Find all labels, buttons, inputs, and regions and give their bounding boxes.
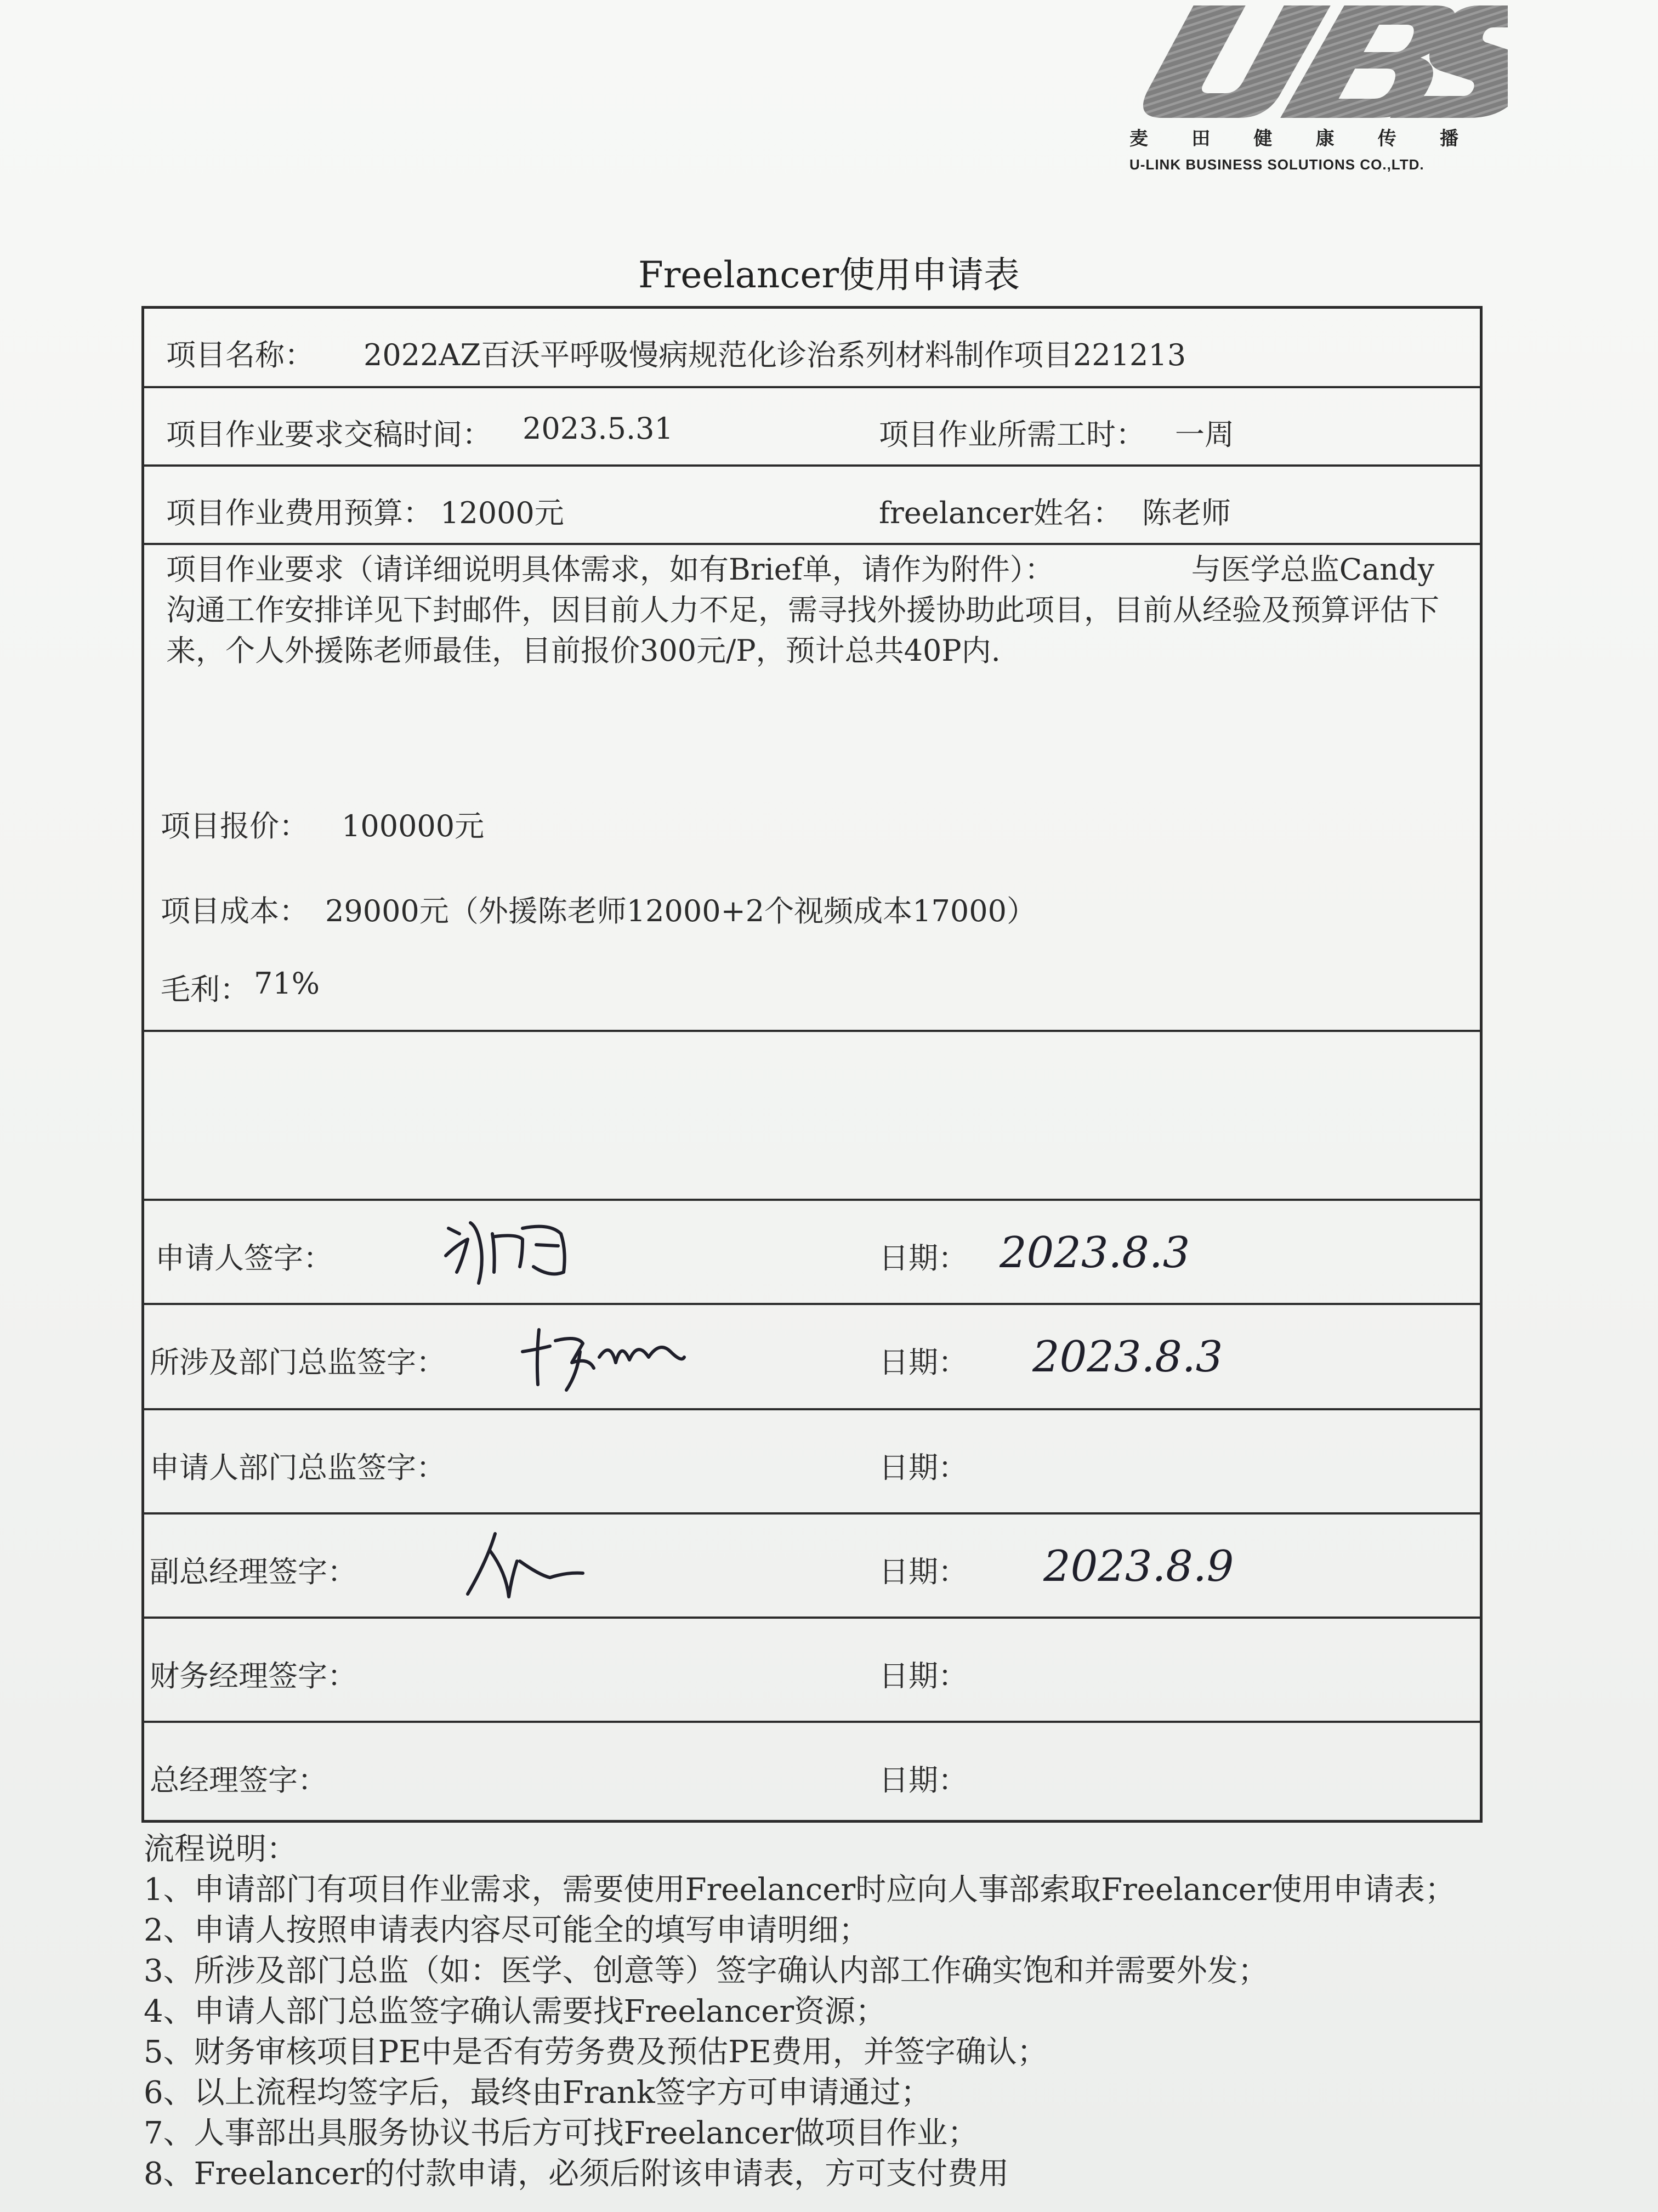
hours-value: 一周 — [1175, 417, 1234, 452]
handwritten-signature — [457, 1528, 599, 1605]
signature-row — [144, 1410, 1480, 1515]
date-label: 日期： — [879, 1345, 968, 1380]
handwritten-signature — [440, 1212, 583, 1294]
row-blank — [144, 1032, 1480, 1201]
cost-value: 29000元（外援陈老师12000+2个视频成本17000） — [325, 894, 1036, 928]
signature-label: 财务经理签字： — [150, 1659, 357, 1693]
signature-row — [144, 1619, 1480, 1723]
signature-label: 副总经理签字： — [150, 1555, 357, 1589]
signature-row — [144, 1201, 1480, 1305]
signature-label: 申请人签字： — [155, 1241, 333, 1275]
signature-row — [144, 1305, 1480, 1410]
handwritten-date: 2023.8.3 — [1000, 1228, 1190, 1278]
process-step: 2、申请人按照申请表内容尽可能全的填写申请明细； — [144, 1913, 870, 1948]
row-project-name — [144, 309, 1480, 388]
logo-char: 麦 — [1129, 128, 1148, 150]
form-title: Freelancer使用申请表 — [638, 254, 1020, 296]
row-budget — [144, 467, 1480, 545]
hours-label: 项目作业所需工时： — [879, 417, 1145, 452]
handwritten-signature — [517, 1319, 692, 1401]
logo-char: 播 — [1439, 128, 1458, 150]
process-step: 8、Freelancer的付款申请，必须后附该申请表，方可支付费用 — [144, 2156, 1009, 2192]
process-step: 3、所涉及部门总监（如：医学、创意等）签字确认内部工作确实饱和并需要外发； — [144, 1953, 1269, 1989]
project-name-label: 项目名称： — [166, 338, 314, 372]
freelancer-value: 陈老师 — [1142, 496, 1231, 530]
project-name-value: 2022AZ百沃平呼吸慢病规范化诊治系列材料制作项目221213 — [364, 338, 1186, 372]
date-label: 日期： — [879, 1659, 968, 1693]
application-form — [141, 306, 1483, 1823]
row-deadline — [144, 388, 1480, 467]
margin-value: 71% — [254, 966, 320, 1001]
signature-label: 申请人部门总监签字： — [150, 1450, 446, 1485]
requirement-text-b: Candy沟通工作安排详见下封邮件，因目前人力不足，需寻找外援协助此项目，目前从经验及预算评估下来，个人外援陈老师最佳，目前报价300元/P，预计总共40P内. — [166, 552, 1439, 668]
requirement-paragraph — [166, 549, 1452, 671]
process-step: 5、财务审核项目PE中是否有劳务费及预估PE费用，并签字确认； — [144, 2034, 1048, 2070]
process-step: 6、以上流程均签字后，最终由Frank签字方可申请通过； — [144, 2075, 932, 2111]
process-step: 7、人事部出具服务协议书后方可找Freelancer做项目作业； — [144, 2115, 979, 2151]
logo-char: 康 — [1315, 128, 1335, 150]
date-label: 日期： — [879, 1555, 968, 1589]
process-step: 4、申请人部门总监签字确认需要找Freelancer资源； — [144, 1994, 887, 2029]
row-requirements — [144, 545, 1480, 1032]
date-label: 日期： — [879, 1450, 968, 1485]
requirement-label: 项目作业要求（请详细说明具体需求，如有Brief单，请作为附件）： — [166, 552, 1054, 587]
budget-value: 12000元 — [440, 496, 564, 530]
signature-label: 所涉及部门总监签字： — [150, 1345, 446, 1380]
logo-char: 健 — [1253, 128, 1273, 150]
handwritten-date: 2023.8.9 — [1043, 1542, 1234, 1591]
deadline-label: 项目作业要求交稿时间： — [166, 417, 492, 452]
process-notes — [144, 1829, 1460, 2194]
process-step: 1、申请部门有项目作业需求，需要使用Freelancer时应向人事部索取Freelancer使用申请表； — [144, 1872, 1456, 1908]
cost-label: 项目成本： — [161, 894, 309, 928]
logo-english-name: U-LINK BUSINESS SOLUTIONS CO.,LTD. — [1129, 156, 1424, 173]
margin-label: 毛利： — [161, 972, 249, 1007]
company-logo — [1129, 0, 1508, 181]
signature-row — [144, 1723, 1480, 1825]
quote-label: 项目报价： — [161, 809, 309, 843]
handwritten-date: 2023.8.3 — [1032, 1332, 1223, 1382]
date-label: 日期： — [879, 1241, 968, 1275]
requirement-text-a: 与医学总监 — [1191, 552, 1339, 587]
process-heading: 流程说明： — [144, 1831, 297, 1867]
quote-value: 100000元 — [342, 809, 485, 843]
freelancer-label: freelancer姓名： — [879, 496, 1122, 530]
logo-chinese-name — [1129, 123, 1458, 150]
deadline-value: 2023.5.31 — [523, 411, 673, 446]
signature-row — [144, 1515, 1480, 1619]
logo-char: 田 — [1191, 128, 1211, 150]
signature-label: 总经理签字： — [150, 1763, 327, 1797]
budget-label: 项目作业费用预算： — [166, 496, 433, 530]
logo-char: 传 — [1377, 128, 1396, 150]
date-label: 日期： — [879, 1763, 968, 1797]
ubs-logo-mark — [1129, 0, 1508, 126]
